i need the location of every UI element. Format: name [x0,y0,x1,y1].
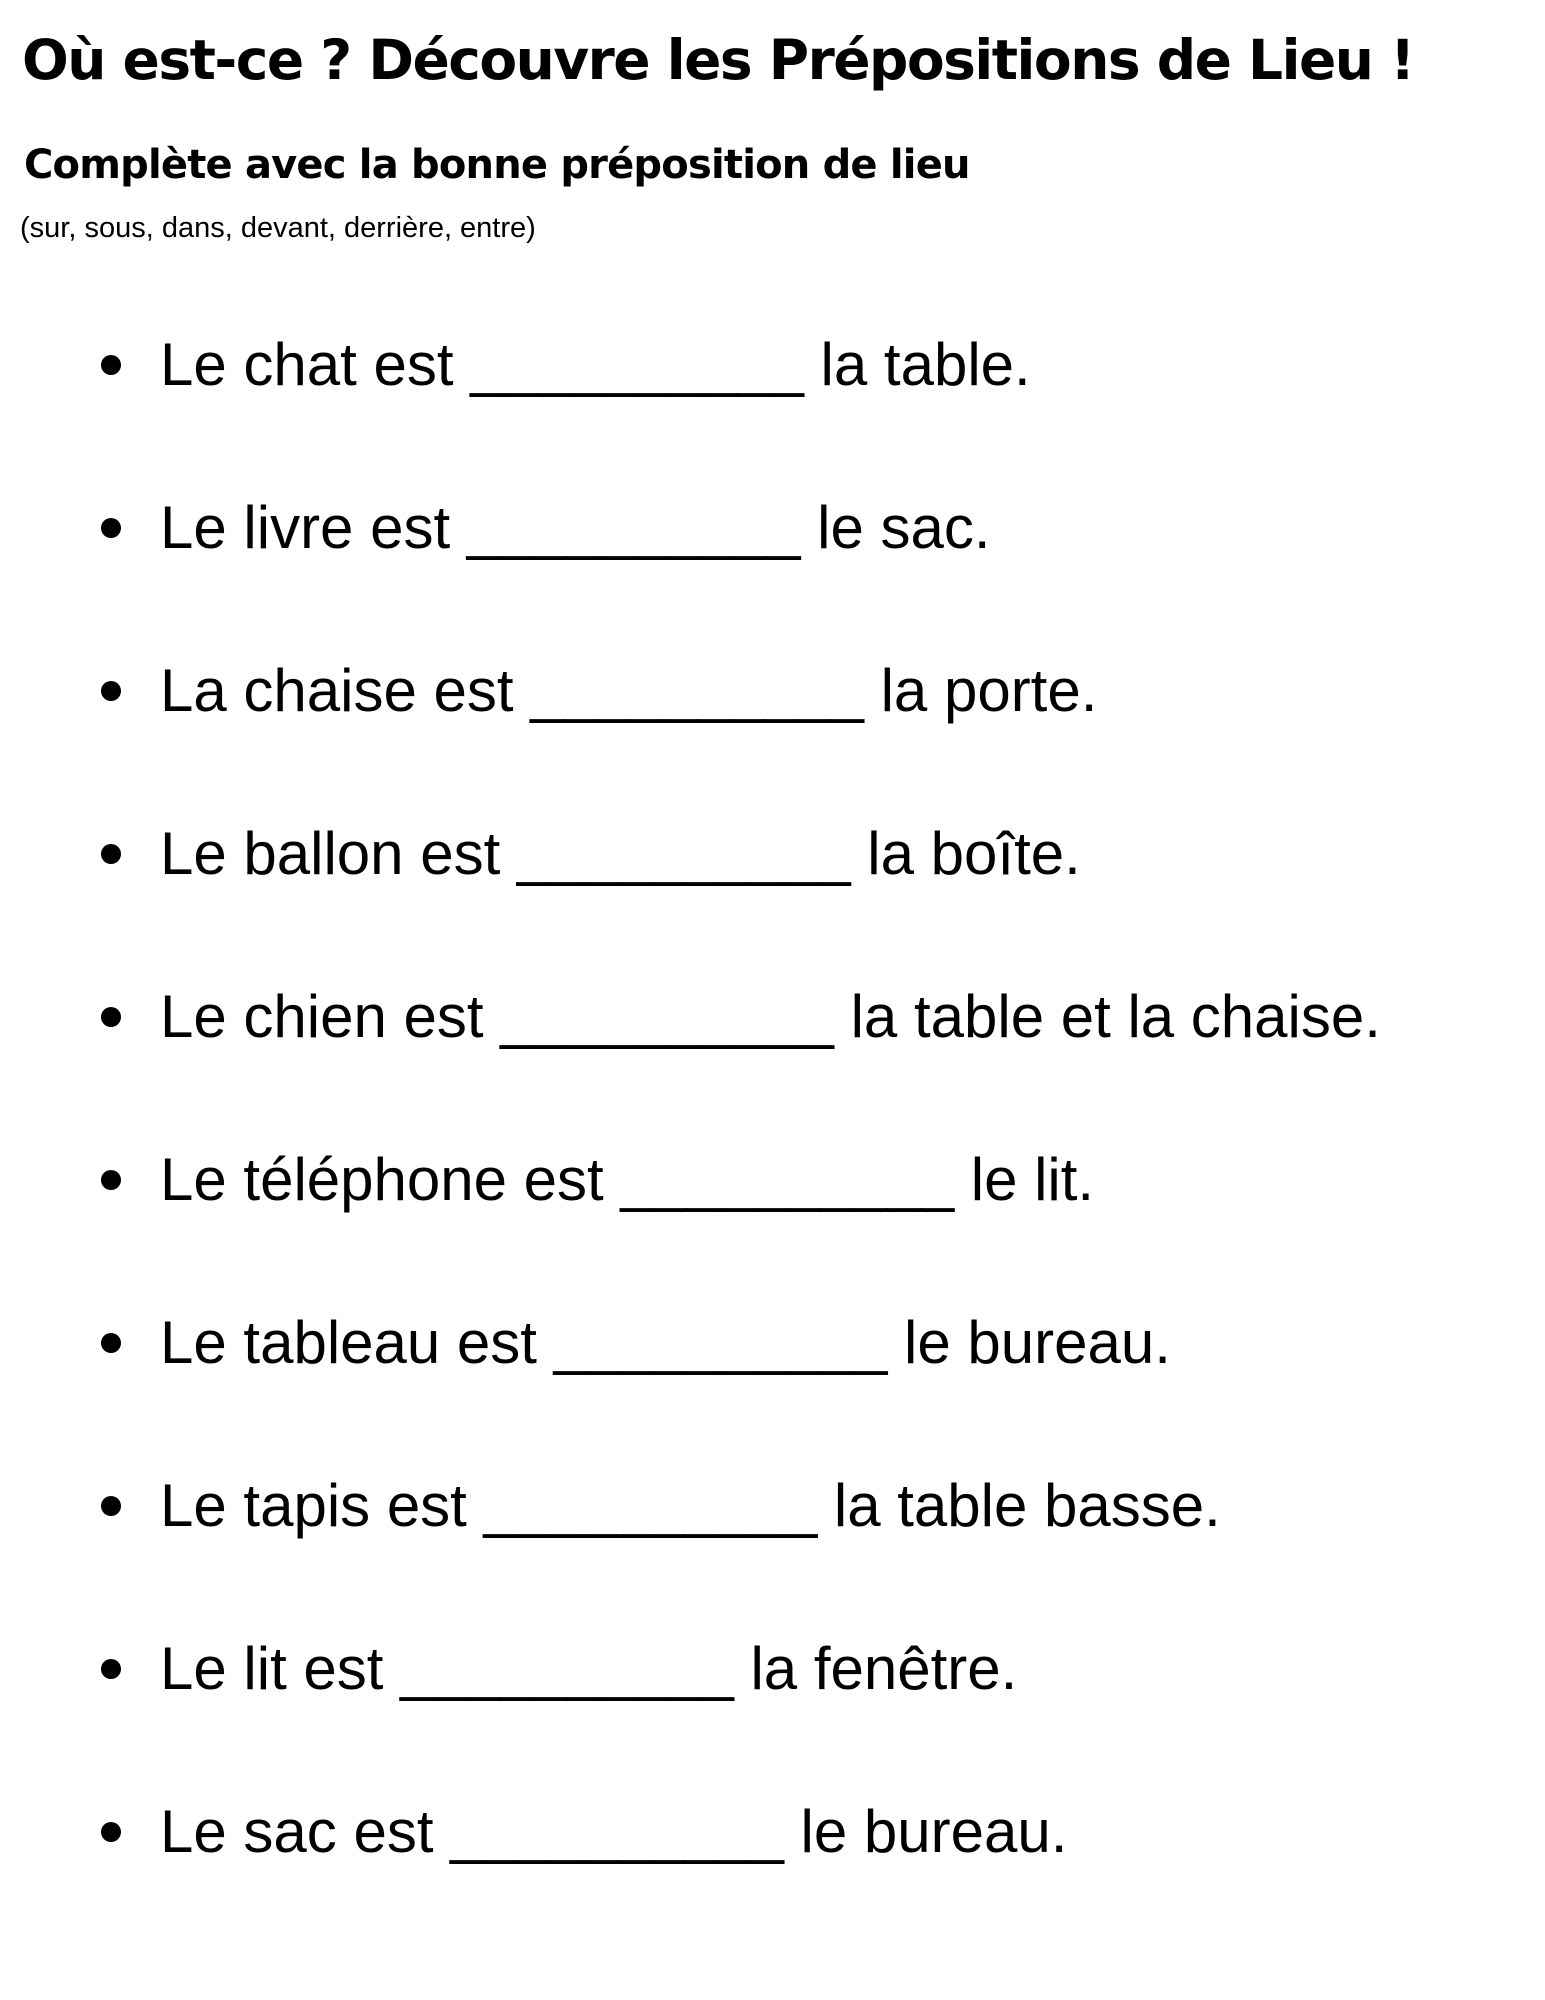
bullet-icon [101,1496,121,1516]
exercise-sentence: Le tableau est __________ le bureau. [160,1309,1171,1376]
exercise-sentence: Le chat est __________ la table. [160,331,1031,398]
exercise-item [0,1293,1381,1456]
exercise-sentence: Le téléphone est __________ le lit. [160,1146,1095,1213]
bullet-icon [101,1822,121,1842]
exercise-item [0,478,1381,641]
exercise-sentence: La chaise est __________ la porte. [160,657,1098,724]
preposition-hint: (sur, sous, dans, devant, derrière, entre) [20,212,536,244]
bullet-icon [101,681,121,701]
exercise-item [0,1782,1381,1945]
exercise-item [0,804,1381,967]
bullet-icon [101,518,121,538]
bullet-icon [101,1333,121,1353]
bullet-icon [101,355,121,375]
bullet-icon [101,1659,121,1679]
exercise-item [0,1456,1381,1619]
exercise-item [0,315,1381,478]
exercise-sentence: Le livre est __________ le sac. [160,494,991,561]
exercise-sentence: Le chien est __________ la table et la chaise. [160,983,1381,1050]
worksheet-title: Où est-ce ? Découvre les Prépositions de Lieu ! [22,28,1414,92]
bullet-icon [101,1007,121,1027]
bullet-icon [101,844,121,864]
instruction-heading: Complète avec la bonne préposition de lieu [24,142,970,188]
exercise-item [0,967,1381,1130]
exercise-item [0,1130,1381,1293]
exercise-sentence: Le ballon est __________ la boîte. [160,820,1081,887]
exercise-item [0,641,1381,804]
exercise-sentence: Le lit est __________ la fenêtre. [160,1635,1018,1702]
exercise-item [0,1619,1381,1782]
exercise-sentence: Le tapis est __________ la table basse. [160,1472,1221,1539]
exercise-list [0,315,1381,1945]
exercise-sentence: Le sac est __________ le bureau. [160,1798,1068,1865]
bullet-icon [101,1170,121,1190]
